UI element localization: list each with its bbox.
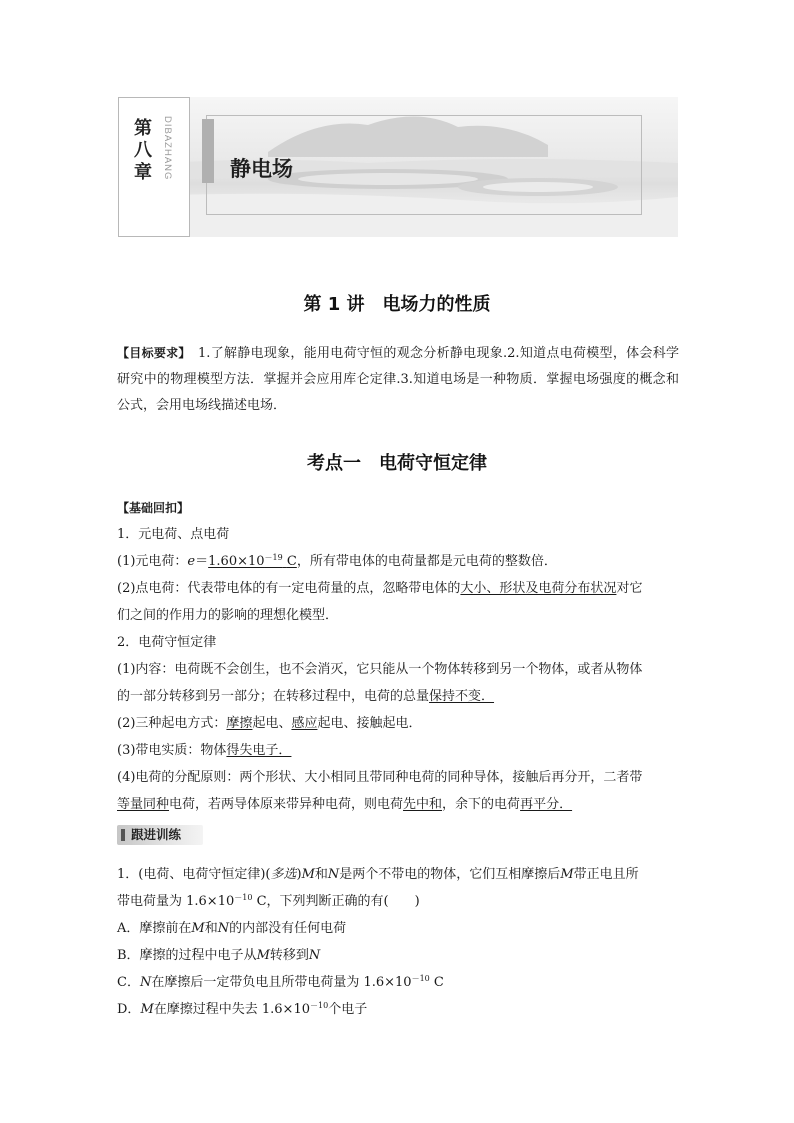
item2-content-line2: 的一部分转移到另一部分；在转移过程中，电荷的总量保持不变． — [117, 689, 495, 704]
option-c: C．N在摩擦后一定带负电且所带电荷量为 $1.6\times 10^{-10}$ C — [117, 974, 444, 990]
item1-point-charge-line2: 们之间的作用力的影响的理想化模型． — [117, 608, 339, 623]
chapter-title-accent-bar — [202, 119, 214, 183]
item2-methods: (2)三种起电方式：摩擦起电、感应起电、接触起电． — [117, 716, 422, 731]
objectives-text: 1.了解静电现象，能用电荷守恒的观念分析静电现象.2.知道点电荷模型，体会科学研究中的物理模型方法．掌握并会应用库仑定律.3.知道电场是一种物质．掌握电场强度的概念和公式，会用电场线描述电场． — [117, 346, 679, 413]
item2-heading: 2．电荷守恒定律 — [117, 635, 217, 650]
option-d: D．M在摩擦过程中失去 $1.6\times 10^{-10}$个电子 — [117, 1001, 368, 1017]
item2-distribution-line2: 等量同种电荷，若两导体原来带异种电荷，则电荷先中和，余下的电荷再平分． — [117, 797, 573, 812]
practice-tag — [117, 825, 203, 845]
item2-distribution-line1: (4)电荷的分配原则：两个形状、大小相同且带同种电荷的同种导体，接触后再分开，二者带 — [117, 770, 643, 785]
item1-point-charge-line1: (2)点电荷：代表带电体的有一定电荷量的点，忽略带电体的大小、形状及电荷分布状况对它 — [117, 581, 643, 596]
chapter-title: 静电场 — [230, 157, 293, 181]
chapter-pinyin: DIBAZHANG — [162, 116, 173, 181]
section-title: 考点一 电荷守恒定律 — [307, 453, 487, 474]
option-b: B．摩擦的过程中电子从M转移到N — [117, 948, 321, 963]
lecture-title: 第 1 讲 电场力的性质 — [303, 294, 491, 315]
chapter-tab — [118, 97, 190, 237]
option-a: A．摩擦前在M和N的内部没有任何电荷 — [117, 921, 347, 936]
item2-essence: (3)带电实质：物体得失电子． — [117, 743, 292, 758]
chapter-label: 第八章 — [134, 118, 152, 183]
practice-tag-marker — [121, 829, 125, 841]
objectives-tag: 【目标要求】 — [117, 346, 185, 360]
elementary-charge-value: $1.60\times 10^{-19}$ C — [208, 553, 297, 569]
objectives-paragraph — [117, 340, 679, 419]
question-stem-line1: 1．(电荷、电荷守恒定律)(多选)M和N是两个不带电的物体，它们互相摩擦后M带正电且所 — [117, 867, 639, 882]
chapter-banner — [118, 97, 678, 237]
basics-tag: 【基础回扣】 — [117, 501, 190, 515]
question-stem-line2: 带电荷量为 $1.6\times 10^{-10}$ C，下列判断正确的有( ) — [117, 893, 420, 909]
item2-content-line1: (1)内容：电荷既不会创生，也不会消灭，它只能从一个物体转移到另一个物体，或者从物体 — [117, 662, 643, 677]
item1-heading: 1．元电荷、点电荷 — [117, 527, 230, 542]
practice-tag-label: 跟进训练 — [131, 827, 182, 842]
item1-elementary-charge: (1)元电荷：$e=1.60\times 10^{-19}$ C，所有带电体的电荷量都是元电荷的整数倍． — [117, 553, 557, 569]
